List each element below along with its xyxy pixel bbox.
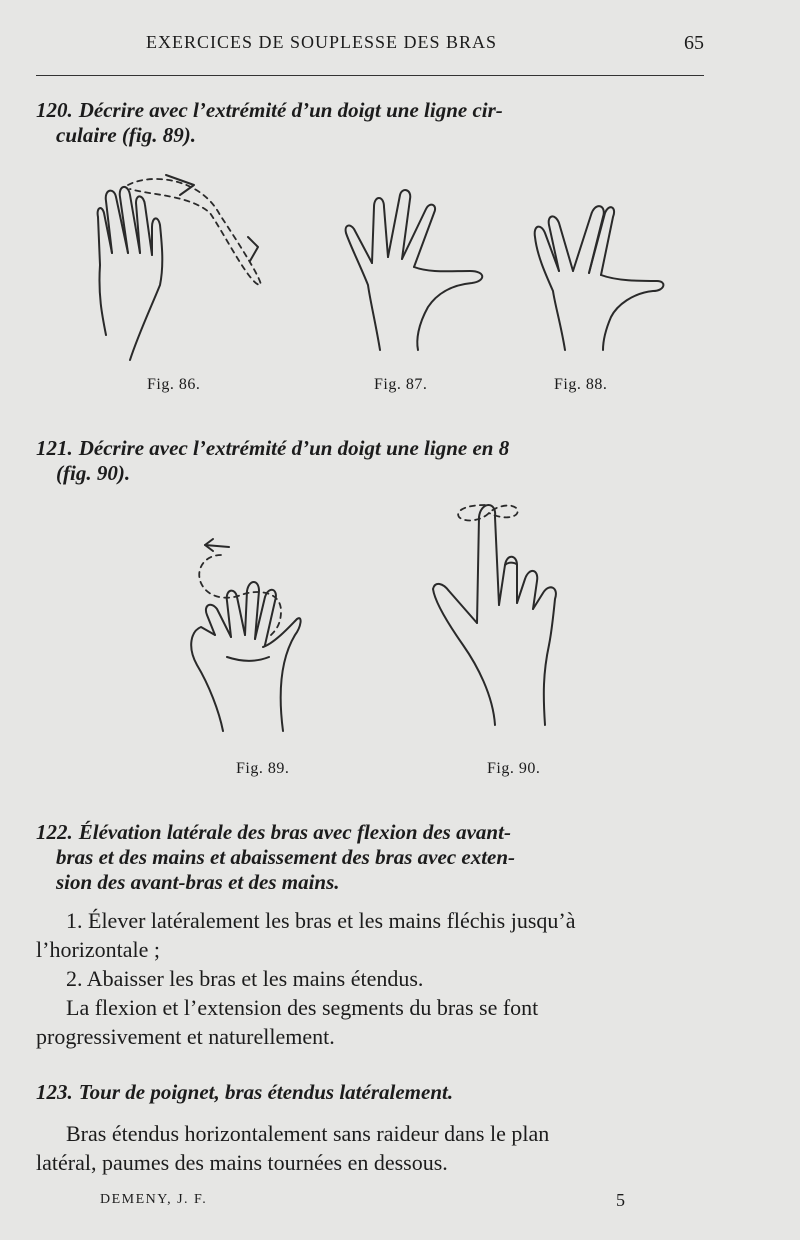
heading-line: bras et des mains et abaissement des bras avec exten-	[56, 845, 516, 869]
fig-88-hand-drawing	[525, 195, 675, 355]
section-123-heading	[36, 1080, 726, 1105]
fig-87-caption: Fig. 87.	[374, 376, 428, 393]
section-121-heading	[36, 436, 726, 486]
fig-90-caption: Fig. 90.	[487, 760, 541, 777]
heading-line: Décrire avec l’extrémité d’un doigt une ligne en 8	[78, 436, 510, 460]
header-rule	[36, 75, 704, 76]
heading-line: Décrire avec l’extrémité d’un doigt une ligne cir-	[78, 98, 503, 122]
footer-sheet-number: 5	[616, 1190, 625, 1210]
page-header	[36, 30, 710, 60]
page-number: 65	[684, 32, 704, 54]
fig-90-hand-drawing	[425, 495, 585, 735]
footer-signature: DEMENY, J. F.	[100, 1192, 208, 1207]
fig-88-caption: Fig. 88.	[554, 376, 608, 393]
section-120-heading	[36, 98, 726, 148]
text-line: l’horizontale ;	[36, 937, 161, 962]
running-title: EXERCICES DE SOUPLESSE DES BRAS	[146, 32, 498, 52]
heading-line: sion des avant-bras et des mains.	[56, 870, 340, 894]
section-number: 120.	[36, 98, 73, 122]
text-line: 2. Abaisser les bras et les mains étendus.	[66, 966, 424, 991]
fig-89-hand-drawing	[185, 535, 305, 735]
fig-86-caption: Fig. 86.	[147, 376, 201, 393]
fig-89-caption: Fig. 89.	[236, 760, 290, 777]
heading-line: culaire (fig. 89).	[56, 123, 196, 147]
section-number: 123.	[36, 1080, 73, 1104]
section-122-body	[36, 906, 716, 1051]
fig-86-hand-drawing	[90, 165, 280, 365]
section-number: 122.	[36, 820, 73, 844]
text-line: La flexion et l’extension des segments du bras se font	[66, 995, 539, 1020]
heading-line: Élévation latérale des bras avec flexion des avant-	[78, 820, 511, 844]
heading-line: (fig. 90).	[56, 461, 131, 485]
section-123-body	[36, 1119, 716, 1177]
text-line: Bras étendus horizontalement sans raideur dans le plan	[66, 1121, 550, 1146]
section-number: 121.	[36, 436, 73, 460]
text-line: 1. Élever latéralement les bras et les mains fléchis jusqu’à	[66, 908, 576, 933]
section-122-heading	[36, 820, 726, 895]
heading-line: Tour de poignet, bras étendus latéralement.	[78, 1080, 454, 1104]
text-line: latéral, paumes des mains tournées en dessous.	[36, 1150, 448, 1175]
text-line: progressivement et naturellement.	[36, 1024, 335, 1049]
fig-87-hand-drawing	[340, 185, 500, 355]
